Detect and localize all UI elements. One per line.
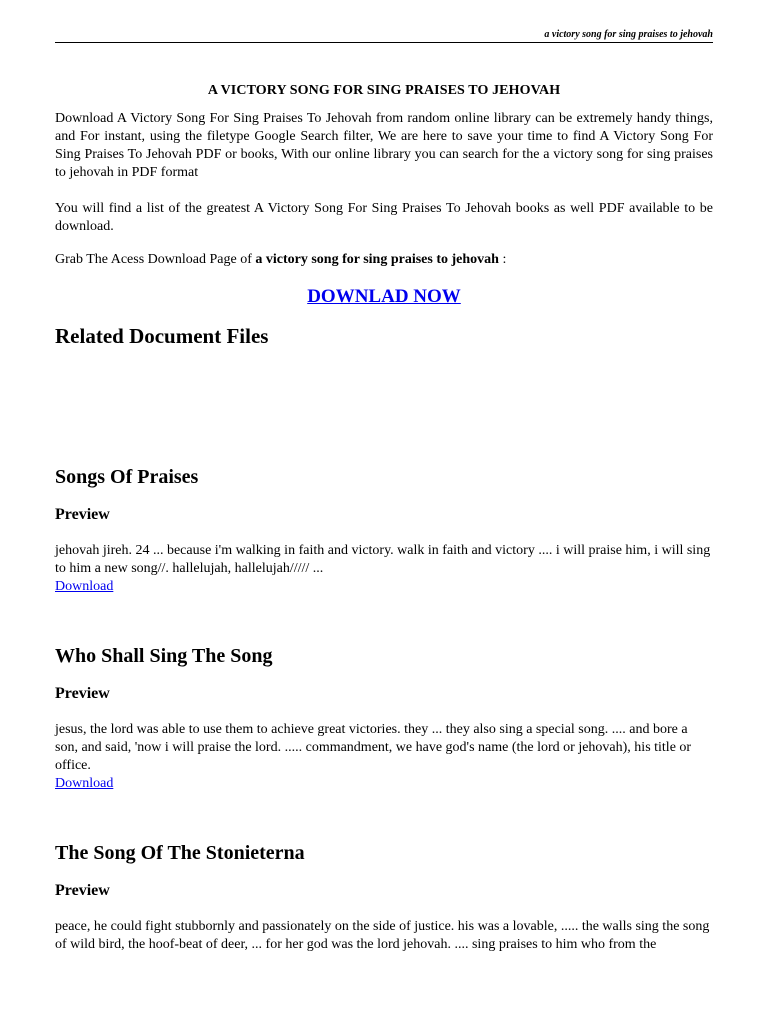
grab-paragraph: [55, 251, 713, 269]
download-now-container: [55, 286, 713, 308]
entry-preview-text: [55, 918, 713, 954]
entry-text-body: jehovah jireh. 24 ... because i'm walking in faith and victory. walk in faith and victory .... i will praise him, i will sing to him a new song//. hallelujah, hallelujah///// ...: [55, 543, 711, 576]
download-now-link[interactable]: DOWNLAD NOW: [307, 286, 461, 307]
entry-text-body: peace, he could fight stubbornly and passionately on the side of justice. his was a lovable, ..... the walls sing the song of wild bird, the hoof-beat of deer, ... for her god was the lord jehovah. .... sing praises to him who from the: [55, 919, 710, 952]
related-heading: Related Document Files: [55, 324, 269, 348]
list-paragraph: You will find a list of the greatest A Victory Song For Sing Praises To Jehovah books as well PDF available to be download.: [55, 201, 713, 234]
entry-title: The Song Of The Stonieterna: [55, 842, 305, 864]
entry-download-link[interactable]: Download: [55, 579, 114, 594]
entry-title: Songs Of Praises: [55, 466, 199, 488]
grab-suffix: :: [498, 252, 507, 267]
entry-preview-text: [55, 542, 713, 596]
grab-prefix: Grab The Acess Download Page of: [55, 252, 256, 267]
header-rule: [55, 42, 713, 43]
entry-preview-label: Preview: [55, 685, 110, 702]
grab-bold-title: a victory song for sing praises to jehovah: [255, 252, 499, 267]
entry-text-body: jesus, the lord was able to use them to achieve great victories. they ... they also sing a special song. .... and bore a son, and said, 'now i will praise the lord. ..... commandment, we have god's name (the lord or jehovah), his title or office.: [55, 722, 692, 773]
entry-preview-label: Preview: [55, 882, 110, 899]
entry-download-link[interactable]: Download: [55, 776, 114, 791]
entry-title: Who Shall Sing The Song: [55, 645, 273, 667]
entry-preview-label: Preview: [55, 506, 110, 523]
entry-preview-text: [55, 721, 713, 793]
document-title: A VICTORY SONG FOR SING PRAISES TO JEHOVAH: [207, 83, 561, 98]
running-header: a victory song for sing praises to jehovah: [544, 29, 713, 40]
intro-paragraph: Download A Victory Song For Sing Praises To Jehovah from random online library can be extremely handy things, and For instant, using the filetype Google Search filter, We are here to save your time to find A Victory Song For Sing Praises To Jehovah PDF or books, With our online library you can search for the a victory song for sing praises to jehovah in PDF format: [55, 111, 713, 180]
